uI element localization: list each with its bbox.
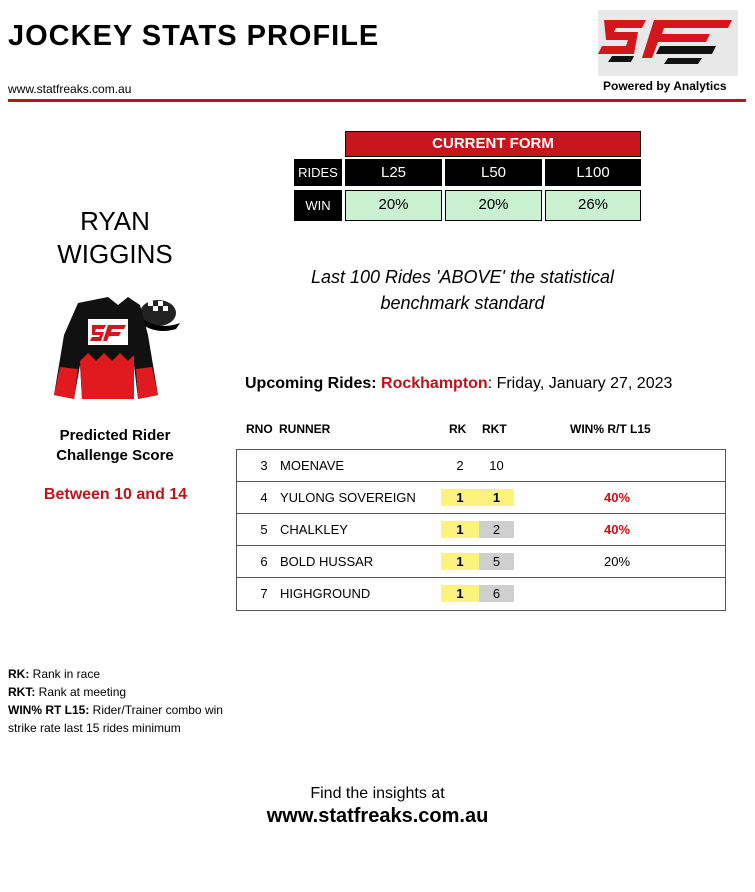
win-rate-l25: 20% [345,190,442,221]
runners-table [236,449,726,611]
rider-last-name: WIGGINS [57,239,173,269]
legend-rkt-desc: Rank at meeting [35,685,127,699]
prc-score: Between 10 and 14 [43,486,188,503]
upcoming-rides-heading [245,375,672,393]
rider-first-name: RYAN [80,206,150,236]
runner-rkt: 5 [479,553,514,570]
runner-name: MOENAVE [280,458,345,473]
upcoming-label: Upcoming Rides: [245,375,377,392]
runner-rno: 3 [260,458,268,473]
benchmark-line1: Last 100 Rides 'ABOVE' the statistical [310,267,615,287]
runner-rno: 4 [260,490,268,505]
runner-rkt: 6 [479,585,514,602]
col-header-rno: RNO [246,422,273,436]
col-header-rkt: RKT [482,422,507,436]
runner-rk: 1 [441,585,479,602]
win-rate-l50: 20% [445,190,542,221]
prc-label-line2: Challenge Score [56,447,174,464]
prc-label [30,426,200,466]
legend-rk-desc: Rank in race [29,667,101,681]
table-row[interactable] [236,513,726,545]
runner-win: 40% [603,490,631,505]
period-l50: L50 [445,159,542,186]
rides-label: RIDES [294,159,342,186]
runner-name: CHALKLEY [280,522,348,537]
prc-label-line1: Predicted Rider [59,427,171,444]
runner-name: YULONG SOVEREIGN [280,490,416,505]
runner-rk: 1 [441,553,479,570]
win-rate-l100: 26% [545,190,641,221]
win-label: WIN [294,190,342,221]
runner-win: 40% [603,522,631,537]
runner-rno: 5 [260,522,268,537]
rider-name [40,205,190,271]
benchmark-line2: benchmark standard [380,293,545,313]
runner-rk: 1 [441,521,479,538]
header-divider [8,99,746,102]
legend-rkt-key: RKT: [8,685,36,699]
table-row[interactable] [236,481,726,513]
table-row[interactable] [236,577,726,611]
col-header-win: WIN% R/T L15 [570,422,651,436]
runner-name: HIGHGROUND [280,586,371,601]
col-header-rk: RK [449,422,467,436]
runner-win: 20% [603,554,631,569]
powered-by-text: Powered by Analytics [603,79,727,93]
site-url[interactable]: www.statfreaks.com.au [8,82,132,96]
table-row[interactable] [236,449,726,481]
legend-rk [8,665,223,683]
legend-win-key: WIN% RT L15: [8,703,90,717]
footer-url[interactable]: www.statfreaks.com.au [266,805,489,827]
runner-rno: 6 [260,554,268,569]
period-l100: L100 [545,159,641,186]
jockey-silks-icon [48,295,182,401]
legend-win-desc: Rider/Trainer combo win strike rate last 15 rides minimum [8,703,223,735]
period-l25: L25 [345,159,442,186]
runner-rkt: 2 [479,521,514,538]
runner-rk: 2 [456,458,464,473]
page-title: JOCKEY STATS PROFILE [8,20,380,52]
race-date: : Friday, January 27, 2023 [487,375,673,392]
footer-insights: Find the insights at [310,785,445,802]
runner-rk: 1 [441,489,479,506]
runner-name: BOLD HUSSAR [280,554,374,569]
legend-win [8,701,223,737]
runner-rkt: 1 [479,489,514,506]
col-header-runner: RUNNER [279,422,331,436]
legend [8,665,223,737]
current-form-header: CURRENT FORM [345,131,641,157]
table-row[interactable] [236,545,726,577]
legend-rk-key: RK: [8,667,30,681]
legend-rkt [8,683,223,701]
statfreaks-logo-icon [598,10,738,76]
venue-name: Rockhampton [381,375,488,392]
benchmark-statement [250,264,675,316]
runner-rno: 7 [260,586,268,601]
runner-rkt: 10 [489,458,504,473]
